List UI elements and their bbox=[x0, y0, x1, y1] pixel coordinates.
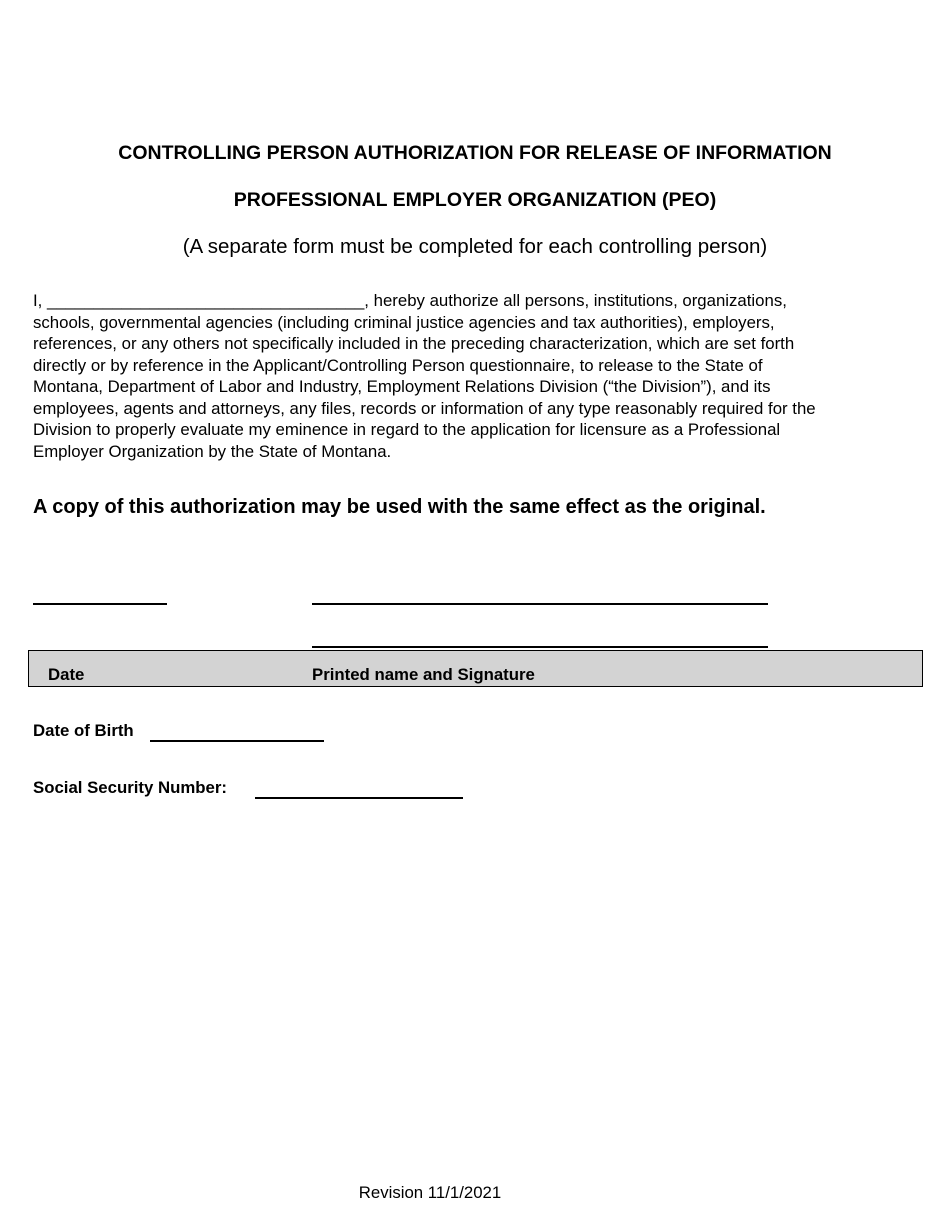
revision-date: Revision 11/1/2021 bbox=[358, 1183, 502, 1202]
authorization-line: directly or by reference in the Applicant/Controlling Person questionnaire, to release to the State of bbox=[33, 355, 763, 375]
date-of-birth-field[interactable] bbox=[150, 740, 324, 742]
authorization-line: references, or any others not specifically included in the preceding characterization, which are set forth bbox=[33, 334, 795, 353]
ssn-label: Social Security Number: bbox=[33, 778, 227, 797]
authorization-line: I, __________________________________, hereby authorize all persons, institutions, organizations, bbox=[33, 291, 787, 310]
ssn-field[interactable] bbox=[255, 797, 463, 799]
signature-line[interactable] bbox=[312, 646, 768, 648]
signature-label-bar bbox=[28, 650, 923, 687]
name-signature-label: Printed name and Signature bbox=[312, 665, 535, 684]
printed-name-line[interactable] bbox=[312, 603, 768, 605]
form-instruction: (A separate form must be completed for each controlling person) bbox=[182, 235, 768, 258]
date-of-birth-label: Date of Birth bbox=[33, 721, 134, 740]
authorization-line: Employer Organization by the State of Montana. bbox=[33, 441, 392, 461]
date-label: Date bbox=[48, 665, 85, 684]
form-subtitle-peo: PROFESSIONAL EMPLOYER ORGANIZATION (PEO) bbox=[233, 189, 717, 211]
authorization-line: Division to properly evaluate my eminence in regard to the application for licensure as a Professional bbox=[33, 420, 781, 439]
form-title: CONTROLLING PERSON AUTHORIZATION FOR RELEASE OF INFORMATION bbox=[118, 142, 832, 164]
date-signature-line[interactable] bbox=[33, 603, 167, 605]
authorization-paragraph bbox=[33, 290, 918, 462]
authorization-line: schools, governmental agencies (including criminal justice agencies and tax authorities), employers, bbox=[33, 312, 775, 332]
copy-notice: A copy of this authorization may be used with the same effect as the original. bbox=[33, 496, 766, 518]
authorization-line: Montana, Department of Labor and Industry, Employment Relations Division (“the Division”), and its bbox=[33, 377, 771, 396]
authorization-line: employees, agents and attorneys, any files, records or information of any type reasonably required for the bbox=[33, 398, 816, 418]
